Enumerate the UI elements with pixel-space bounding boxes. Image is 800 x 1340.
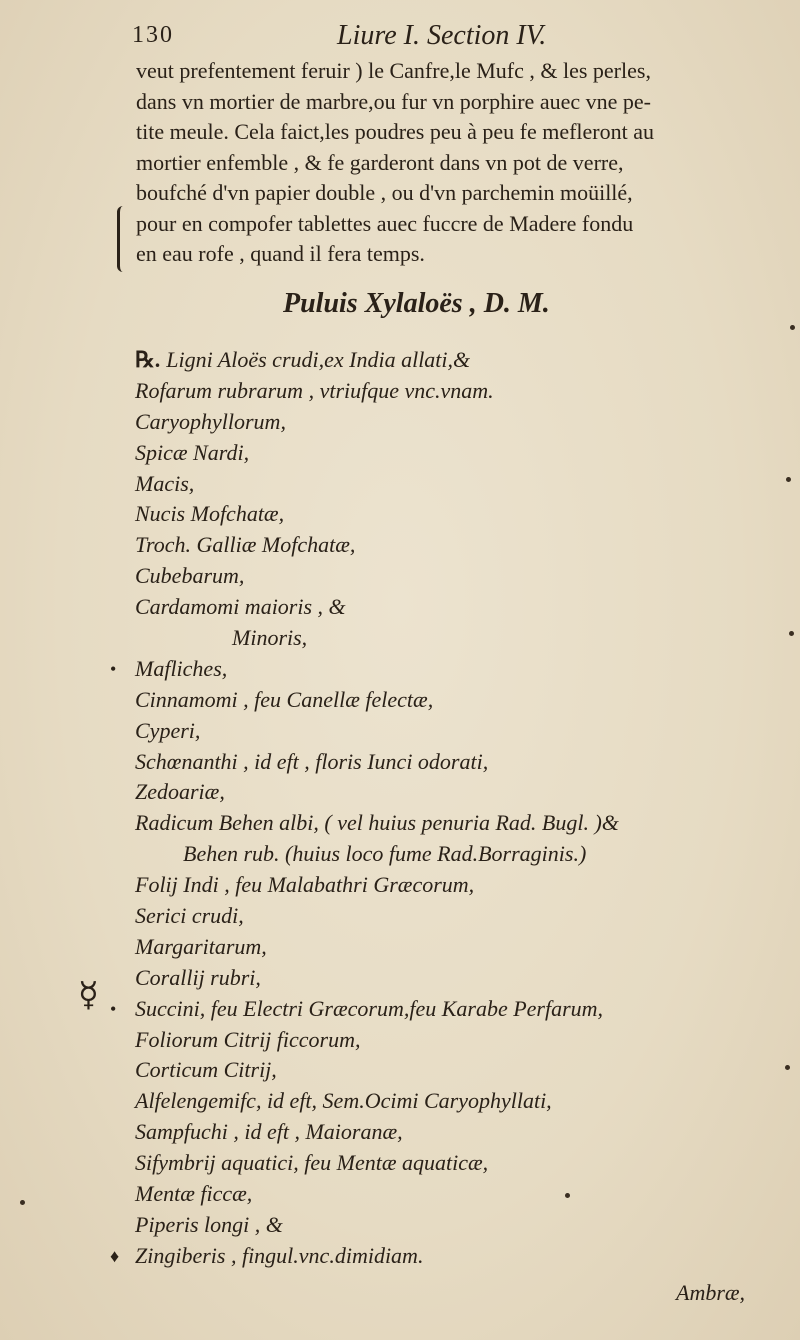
ingredient-text: Cubebarum,	[135, 563, 245, 589]
page-number: 130	[132, 22, 174, 48]
ingredient-text: Schœnanthi , id eft , floris Iunci odorati,	[135, 748, 489, 774]
list-item	[0, 1241, 800, 1272]
list-item	[0, 963, 800, 994]
list-item	[0, 1179, 800, 1210]
list-item	[0, 1086, 800, 1117]
list-item	[0, 592, 800, 623]
prose-line: tite meule. Cela faict,les poudres peu à peu fe mefleront au	[136, 119, 655, 144]
ingredient-list	[0, 345, 800, 1272]
list-item	[0, 1055, 800, 1086]
list-item	[0, 1210, 800, 1241]
list-item	[0, 469, 800, 500]
list-item	[0, 1117, 800, 1148]
page-header	[132, 18, 652, 54]
list-item	[0, 345, 800, 376]
ingredient-text: Sifymbrij aquatici, feu Mentæ aquaticæ,	[135, 1150, 489, 1176]
prose-line: mortier enfemble , & fe garderont dans vn pot de verre,	[136, 149, 624, 175]
list-item	[0, 994, 800, 1025]
ink-speck	[789, 631, 794, 636]
ingredient-text: Zedoariæ,	[135, 779, 225, 805]
recipe-title: Puluis Xylaloës , D. M.	[283, 288, 550, 319]
list-item	[0, 839, 800, 870]
list-item	[0, 561, 800, 592]
ingredient-text: Rofarum rubrarum , vtriufque vnc.vnam.	[135, 377, 494, 403]
list-item	[0, 808, 800, 839]
list-item	[0, 1025, 800, 1056]
catchword: Ambræ,	[676, 1280, 746, 1305]
ingredient-text: Sampfuchi , id eft , Maioranæ,	[135, 1119, 403, 1145]
ingredient-text: Corallij rubri,	[135, 964, 261, 990]
prose-line: veut prefentement feruir ) le Canfre,le Mufc , & les perles,	[136, 58, 651, 83]
ingredient-text: Serici crudi,	[135, 903, 244, 929]
list-item	[0, 716, 800, 747]
list-item	[0, 623, 800, 654]
list-item	[0, 530, 800, 561]
ink-speck	[565, 1193, 570, 1198]
recipe-mark-icon: ℞.	[135, 347, 161, 372]
running-head: Liure I. Section IV.	[337, 20, 547, 51]
ingredient-text: Minoris,	[232, 625, 308, 651]
ingredient-text: Corticum Citrij,	[135, 1057, 277, 1083]
ink-speck	[786, 477, 791, 482]
ingredient-text: Ligni Aloës crudi,ex India allati,&	[166, 347, 471, 372]
ingredient-text: Alfelengemifc, id eft, Sem.Ocimi Caryophyllati,	[135, 1088, 552, 1114]
ingredient-text: Nucis Mofchatæ,	[135, 501, 285, 527]
prose-line: dans vn mortier de marbre,ou fur vn porphire auec vne pe-	[136, 88, 651, 114]
list-item	[0, 870, 800, 901]
list-item	[0, 376, 800, 407]
margin-bracket-mark	[117, 206, 126, 272]
ink-speck	[790, 325, 795, 330]
ink-speck	[20, 1200, 25, 1205]
margin-symbol-icon: ☿	[78, 975, 99, 1015]
ingredient-text: Cyperi,	[135, 717, 201, 743]
bullet-mark-icon: ♦	[110, 1245, 120, 1266]
ingredient-text: Zingiberis , fingul.vnc.dimidiam.	[135, 1242, 424, 1268]
list-item	[0, 654, 800, 685]
ingredient-text: Behen rub. (huius loco fume Rad.Borraginis.)	[183, 841, 587, 867]
list-item	[0, 499, 800, 530]
ingredient-text: Caryophyllorum,	[135, 408, 286, 434]
ingredient-text: Cinnamomi , feu Canellæ felectæ,	[135, 686, 434, 712]
ingredient-text: Foliorum Citrij ficcorum,	[135, 1026, 361, 1052]
ingredient-text: Succini, feu Electri Græcorum,feu Karabe Perfarum,	[135, 995, 604, 1021]
list-item	[0, 685, 800, 716]
list-item	[0, 438, 800, 469]
ingredient-text: Spicæ Nardi,	[135, 439, 250, 465]
list-item	[0, 407, 800, 438]
ingredient-text: Folij Indi , feu Malabathri Græcorum,	[135, 872, 475, 898]
list-item	[0, 901, 800, 932]
list-item	[0, 932, 800, 963]
ingredient-text: Radicum Behen albi, ( vel huius penuria Rad. Bugl. )&	[135, 810, 619, 836]
bullet-mark-icon: •	[110, 658, 117, 679]
ingredient-text: Margaritarum,	[135, 933, 267, 959]
list-item	[0, 777, 800, 808]
ingredient-text: Troch. Galliæ Mofchatæ,	[135, 532, 356, 558]
list-item	[0, 1148, 800, 1179]
prose-line: en eau rofe , quand il fera temps.	[136, 241, 425, 266]
prose-paragraph	[136, 56, 786, 270]
ingredient-text: Mentæ ficcæ,	[135, 1181, 253, 1207]
ingredient-text: Cardamomi maioris , &	[135, 594, 346, 620]
list-item	[0, 747, 800, 778]
prose-line: pour en compofer tablettes auec fuccre de Madere fondu	[136, 210, 634, 236]
ink-speck	[785, 1065, 790, 1070]
bullet-mark-icon: •	[110, 998, 117, 1019]
ingredient-text: Macis,	[135, 470, 195, 496]
ingredient-text: Piperis longi , &	[135, 1211, 283, 1237]
ingredient-text: Mafliches,	[135, 655, 228, 681]
prose-line: boufché d'vn papier double , ou d'vn parchemin moüillé,	[136, 180, 633, 205]
